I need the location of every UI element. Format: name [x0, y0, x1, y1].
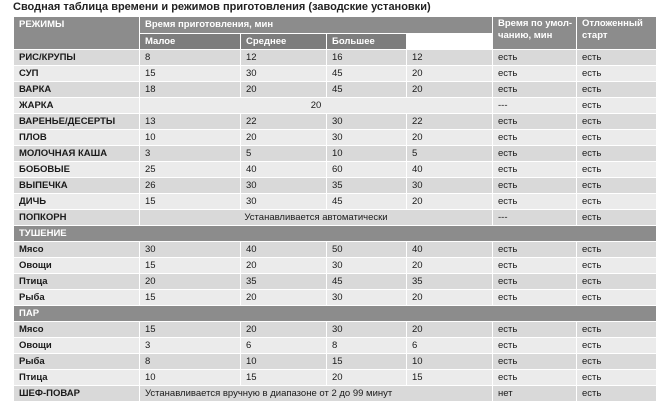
mode-name: ВЫПЕЧКА — [14, 178, 140, 194]
large-value: 20 — [327, 370, 407, 386]
delayed-value: есть — [493, 338, 577, 354]
table-row — [14, 370, 657, 386]
header-medium: Среднее — [241, 33, 327, 50]
section-header — [14, 226, 657, 242]
default-value: 15 — [407, 370, 493, 386]
large-value: 30 — [327, 258, 407, 274]
large-value: 30 — [327, 130, 407, 146]
default-value: 20 — [407, 66, 493, 82]
table-row — [14, 50, 657, 66]
mode-name: Рыба — [14, 290, 140, 306]
header-delayed-line1: Отложенный — [582, 18, 643, 29]
medium-value: 15 — [241, 370, 327, 386]
medium-value: 6 — [241, 338, 327, 354]
mode-name: ЖАРКА — [14, 98, 140, 114]
section-label: ПАР — [14, 306, 657, 322]
medium-value: 30 — [241, 194, 327, 210]
medium-value: 20 — [241, 130, 327, 146]
warm-value: есть — [577, 82, 657, 98]
small-value: 8 — [140, 50, 241, 66]
header-large: Большее — [327, 33, 407, 50]
header-default-time — [493, 17, 577, 50]
mode-name: МОЛОЧНАЯ КАША — [14, 146, 140, 162]
delayed-value: есть — [493, 242, 577, 258]
medium-value: 20 — [241, 290, 327, 306]
delayed-value: --- — [493, 98, 577, 114]
delayed-value: есть — [493, 354, 577, 370]
large-value: 15 — [327, 354, 407, 370]
mode-name: ПОПКОРН — [14, 210, 140, 226]
table-row — [14, 82, 657, 98]
default-value: 10 — [407, 354, 493, 370]
medium-value: 20 — [241, 322, 327, 338]
large-value: 45 — [327, 66, 407, 82]
table-row — [14, 98, 657, 114]
mode-name: Рыба — [14, 354, 140, 370]
delayed-value: есть — [493, 82, 577, 98]
table-row — [14, 290, 657, 306]
delayed-value: --- — [493, 210, 577, 226]
large-value: 50 — [327, 242, 407, 258]
table-row — [14, 258, 657, 274]
table-row — [14, 178, 657, 194]
default-value: 20 — [407, 258, 493, 274]
large-value: 60 — [327, 162, 407, 178]
medium-value: 30 — [241, 178, 327, 194]
default-value: 5 — [407, 146, 493, 162]
warm-value: есть — [577, 370, 657, 386]
header-delayed-line2: старт — [582, 30, 608, 41]
default-value: 40 — [407, 162, 493, 178]
delayed-value: есть — [493, 130, 577, 146]
warm-value: есть — [577, 66, 657, 82]
small-value: 3 — [140, 146, 241, 162]
mode-name: Птица — [14, 370, 140, 386]
mode-name: Овощи — [14, 338, 140, 354]
small-value: 10 — [140, 370, 241, 386]
default-value: 12 — [407, 50, 493, 66]
warm-value: есть — [577, 146, 657, 162]
medium-value: 22 — [241, 114, 327, 130]
mode-name: РИС/КРУПЫ — [14, 50, 140, 66]
medium-value: 20 — [241, 82, 327, 98]
warm-value: есть — [577, 258, 657, 274]
delayed-value: есть — [493, 162, 577, 178]
header-row — [14, 17, 657, 34]
table-row — [14, 274, 657, 290]
small-value: 8 — [140, 354, 241, 370]
warm-value: есть — [577, 354, 657, 370]
warm-value: есть — [577, 194, 657, 210]
mode-name: СУП — [14, 66, 140, 82]
mode-name: ШЕФ-ПОВАР — [14, 386, 140, 402]
table-row — [14, 146, 657, 162]
mode-name: ВАРЕНЬЕ/ДЕСЕРТЫ — [14, 114, 140, 130]
large-value: 45 — [327, 194, 407, 210]
delayed-value: есть — [493, 146, 577, 162]
table-row — [14, 386, 657, 402]
table-row — [14, 210, 657, 226]
mode-name: Мясо — [14, 322, 140, 338]
small-value: 15 — [140, 322, 241, 338]
delayed-value: есть — [493, 50, 577, 66]
header-cook-time: Время приготовления, мин — [140, 17, 493, 34]
span-value: Устанавливается вручную в диапазоне от 2 до 99 минут — [140, 386, 493, 402]
medium-value: 5 — [241, 146, 327, 162]
delayed-value: есть — [493, 274, 577, 290]
warm-value: есть — [577, 338, 657, 354]
default-value: 20 — [407, 194, 493, 210]
delayed-value: есть — [493, 258, 577, 274]
mode-name: БОБОВЫЕ — [14, 162, 140, 178]
small-value: 15 — [140, 194, 241, 210]
warm-value: есть — [577, 242, 657, 258]
delayed-value: нет — [493, 386, 577, 402]
default-value: 20 — [407, 322, 493, 338]
warm-value: есть — [577, 274, 657, 290]
section-header — [14, 306, 657, 322]
default-value: 20 — [407, 82, 493, 98]
large-value: 45 — [327, 82, 407, 98]
delayed-value: есть — [493, 66, 577, 82]
mode-name: ПЛОВ — [14, 130, 140, 146]
table-row — [14, 114, 657, 130]
table-row — [14, 322, 657, 338]
delayed-value: есть — [493, 322, 577, 338]
section-label: ТУШЕНИЕ — [14, 226, 657, 242]
small-value: 15 — [140, 290, 241, 306]
table-title: Сводная таблица времени и режимов приготовления (заводские установки) — [13, 1, 431, 13]
large-value: 30 — [327, 114, 407, 130]
warm-value: есть — [577, 114, 657, 130]
small-value: 13 — [140, 114, 241, 130]
warm-value: есть — [577, 210, 657, 226]
mode-name: Овощи — [14, 258, 140, 274]
delayed-value: есть — [493, 290, 577, 306]
warm-value: есть — [577, 290, 657, 306]
small-value: 30 — [140, 242, 241, 258]
table-row — [14, 66, 657, 82]
table-row — [14, 338, 657, 354]
warm-value: есть — [577, 322, 657, 338]
span-value: 20 — [140, 98, 493, 114]
medium-value: 40 — [241, 162, 327, 178]
default-value: 35 — [407, 274, 493, 290]
medium-value: 12 — [241, 50, 327, 66]
delayed-value: есть — [493, 194, 577, 210]
warm-value: есть — [577, 50, 657, 66]
mode-name: Мясо — [14, 242, 140, 258]
header-default-line2: чанию, мин — [498, 30, 553, 41]
medium-value: 40 — [241, 242, 327, 258]
header-delayed-start — [577, 17, 657, 50]
header-default-line1: Время по умол- — [498, 18, 573, 29]
small-value: 15 — [140, 66, 241, 82]
warm-value: есть — [577, 98, 657, 114]
default-value: 6 — [407, 338, 493, 354]
mode-name: Птица — [14, 274, 140, 290]
small-value: 18 — [140, 82, 241, 98]
large-value: 35 — [327, 178, 407, 194]
small-value: 10 — [140, 130, 241, 146]
table-row — [14, 242, 657, 258]
table-row — [14, 130, 657, 146]
header-modes: РЕЖИМЫ — [14, 17, 140, 50]
default-value: 30 — [407, 178, 493, 194]
medium-value: 10 — [241, 354, 327, 370]
medium-value: 35 — [241, 274, 327, 290]
warm-value: есть — [577, 178, 657, 194]
warm-value: есть — [577, 162, 657, 178]
mode-name: ВАРКА — [14, 82, 140, 98]
mode-name: ДИЧЬ — [14, 194, 140, 210]
medium-value: 20 — [241, 258, 327, 274]
delayed-value: есть — [493, 178, 577, 194]
table-row — [14, 194, 657, 210]
medium-value: 30 — [241, 66, 327, 82]
large-value: 30 — [327, 322, 407, 338]
span-value: Устанавливается автоматически — [140, 210, 493, 226]
large-value: 10 — [327, 146, 407, 162]
default-value: 20 — [407, 130, 493, 146]
delayed-value: есть — [493, 370, 577, 386]
large-value: 8 — [327, 338, 407, 354]
warm-value: есть — [577, 386, 657, 402]
small-value: 25 — [140, 162, 241, 178]
table-row — [14, 354, 657, 370]
small-value: 26 — [140, 178, 241, 194]
default-value: 40 — [407, 242, 493, 258]
small-value: 3 — [140, 338, 241, 354]
large-value: 16 — [327, 50, 407, 66]
warm-value: есть — [577, 130, 657, 146]
delayed-value: есть — [493, 114, 577, 130]
small-value: 15 — [140, 258, 241, 274]
large-value: 45 — [327, 274, 407, 290]
large-value: 30 — [327, 290, 407, 306]
default-value: 22 — [407, 114, 493, 130]
default-value: 20 — [407, 290, 493, 306]
table-row — [14, 162, 657, 178]
header-small: Малое — [140, 33, 241, 50]
cooking-modes-table — [13, 16, 657, 402]
small-value: 20 — [140, 274, 241, 290]
